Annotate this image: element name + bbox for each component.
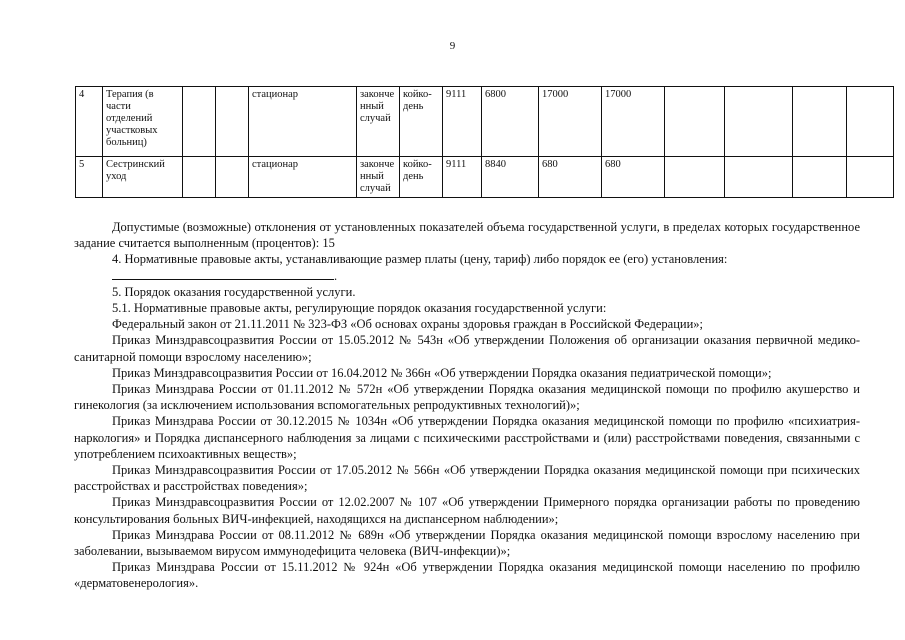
table-row [76,157,894,198]
empty-cell [725,87,793,157]
empty-cell [216,157,249,198]
legal-act-item: Федеральный закон от 21.11.2011 № 323-ФЗ «Об основах охраны здоровья граждан в Российской Федерации»; [112,317,704,332]
okei-code: 9111 [443,157,482,198]
service-condition: стационар [249,87,357,157]
empty-cell [793,87,847,157]
unit-of-measure: койко- день [400,157,443,198]
empty-cell [847,157,894,198]
empty-cell [725,157,793,198]
value-year-3: 680 [602,157,665,198]
empty-cell [847,87,894,157]
legal-act-item: Приказ Минздравсоцразвития России от 17.05.2012 № 566н «Об утверждении Порядка оказания медицинской помощи при психических расстройствах и расстройствах поведения»; [74,463,860,494]
indicator-name: законче нный случай [357,87,400,157]
legal-act-item: Приказ Минздравсоцразвития России от 12.02.2007 № 107 «Об утверждении Примерного порядка организации работы по проведению консультирования больных ВИЧ-инфекцией, находящихся на диспансерном наблюдении»; [74,495,860,526]
service-condition: стационар [249,157,357,198]
blank-underline [112,268,334,280]
value-year-3: 17000 [602,87,665,157]
section-4-heading: 4. Нормативные правовые акты, устанавливающие размер платы (цену, тариф) либо порядок ее (его) установления: [112,252,728,267]
page-number: 9 [449,40,456,52]
section-5-1-heading: 5.1. Нормативные правовые акты, регулирующие порядок оказания государственной услуги: [112,301,607,316]
empty-cell [793,157,847,198]
row-number: 4 [76,87,103,157]
service-name: Терапия (в части отделений участковых больниц) [103,87,183,157]
value-year-2: 680 [539,157,602,198]
empty-cell [216,87,249,157]
deviation-paragraph: Допустимые (возможные) отклонения от установленных показателей объема государственной услуги, в пределах которых государственное задание считается выполненным (процентов): 15 [74,220,860,251]
empty-cell [665,87,725,157]
okei-code: 9111 [443,87,482,157]
legal-act-item: Приказ Минздравсоцразвития России от 16.04.2012 № 366н «Об утверждении Порядка оказания педиатрической помощи»; [112,365,772,380]
unit-of-measure: койко- день [400,87,443,157]
legal-act-item: Приказ Минздравсоцразвития России от 15.05.2012 № 543н «Об утверждении Положения об организации оказания первичной медико-санитарной помощи взрослому населению»; [74,333,860,364]
legal-act-item: Приказ Минздрава России от 08.11.2012 № 689н «Об утверждении Порядка оказания медицинской помощи взрослому населению при заболевании, вызываемом вирусом иммунодефицита человека (ВИЧ-инфекции)»; [74,527,860,559]
legal-act-item: Приказ Минздрава России от 01.11.2012 № 572н «Об утверждении Порядка оказания медицинской помощи по профилю акушерство и гинекология (за исключением использования вспомогательных репродуктивных технологий)»; [74,382,860,413]
fill-in-line: . [74,268,860,284]
section-5-heading: 5. Порядок оказания государственной услуги. [112,284,356,299]
value-year-2: 17000 [539,87,602,157]
empty-cell [183,157,216,198]
document-body [74,219,860,592]
indicator-name: законче нный случай [357,157,400,198]
service-volume-table [75,86,894,198]
empty-cell [665,157,725,198]
table-row [76,87,894,157]
value-year-1: 6800 [482,87,539,157]
row-number: 5 [76,157,103,198]
value-year-1: 8840 [482,157,539,198]
service-name: Сестринский уход [103,157,183,198]
empty-cell [183,87,216,157]
legal-act-item: Приказ Минздрава России от 30.12.2015 № 1034н «Об утверждении Порядка оказания медицинской помощи по профилю «психиатрия-наркология» и Порядка диспансерного наблюдения за лицами с психическими расстройствами и (или) расстройствами поведения, связанными с употреблением психоактивных веществ»; [74,414,860,461]
legal-act-item: Приказ Минздрава России от 15.11.2012 № 924н «Об утверждении Порядка оказания медицинской помощи населению по профилю «дерматовенерология». [74,560,860,591]
